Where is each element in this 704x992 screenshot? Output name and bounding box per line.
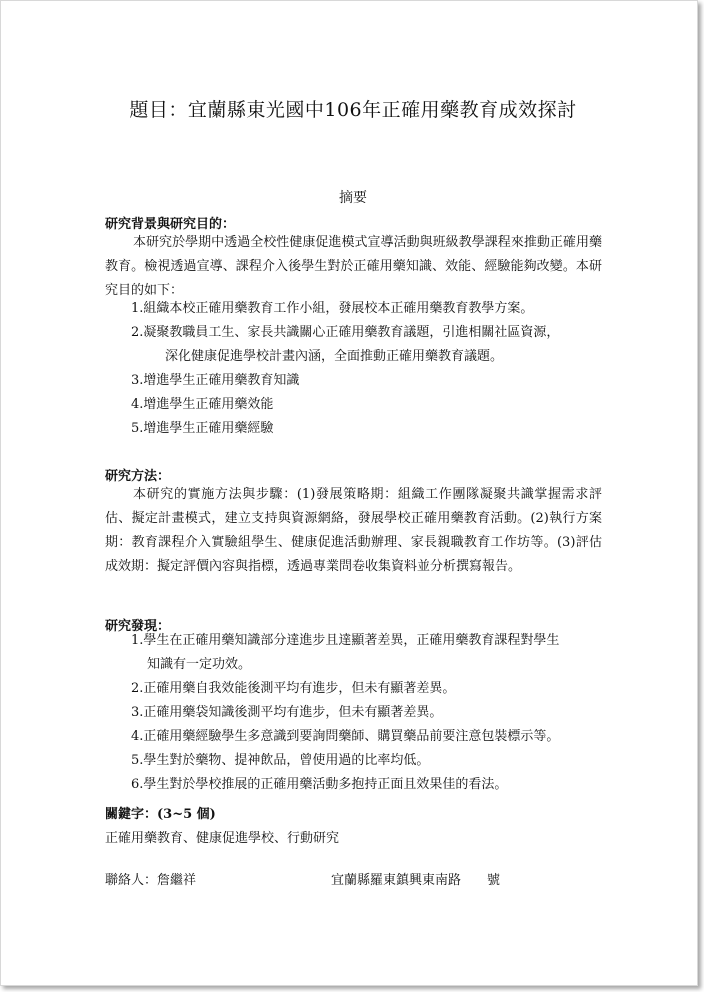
list-item: 2.正確用藥自我效能後測平均有進步，但未有顯著差異。 <box>131 681 456 696</box>
list-item: 5.學生對於藥物、提神飲品，曾使用過的比率均低。 <box>131 753 430 768</box>
methods-heading: 研究方法： <box>105 469 171 484</box>
keywords-text: 正確用藥教育、健康促進學校、行動研究 <box>105 831 340 846</box>
methods-paragraph: 本研究的實施方法與步驟：(1)發展策略期：組織工作團隊凝聚共識掌握需求評估、擬定計畫模式，建立支持與資源網絡，發展學校正確用藥教育活動。(2)執行方案期：教育課程介入實驗組學生、健康促進活動辦理、家長親職教育工作坊等。(3)評估成效期：擬定評價內容與指標，透過專業問卷收集資料並分析撰寫報告。 <box>105 487 602 574</box>
list-item: 3.增進學生正確用藥教育知識 <box>131 373 300 388</box>
list-item: 3.正確用藥袋知識後測平均有進步，但未有顯著差異。 <box>131 705 443 720</box>
list-item: 1.學生在正確用藥知識部分達進步且達顯著差異，正確用藥教育課程對學生 <box>131 633 560 648</box>
list-item-continuation-text: 知識有一定功效。 <box>147 657 252 672</box>
abstract-heading: 摘要 <box>339 190 367 206</box>
list-item: 1.組織本校正確用藥教育工作小組，發展校本正確用藥教育教學方案。 <box>131 301 534 316</box>
contact-address: 宜蘭縣羅東鎮興東南路 號 <box>331 873 501 888</box>
list-item: 4.正確用藥經驗學生多意識到要詢問藥師、購買藥品前要注意包裝標示等。 <box>131 729 560 744</box>
contact-person: 聯絡人：詹繼祥 <box>105 873 197 888</box>
objectives-list <box>131 297 611 441</box>
list-item-continuation <box>131 653 611 677</box>
list-item: 4.增進學生正確用藥效能 <box>131 397 274 412</box>
list-item: 6.學生對於學校推展的正確用藥活動多抱持正面且效果佳的看法。 <box>131 777 508 792</box>
findings-heading: 研究發現： <box>105 619 171 634</box>
list-item: 5.增進學生正確用藥經驗 <box>131 421 274 436</box>
list-item-continuation <box>131 345 611 369</box>
document-title: 題目：宜蘭縣東光國中106年正確用藥教育成效探討 <box>129 99 577 121</box>
list-item: 2.凝聚教職員工生、家長共識關心正確用藥教育議題，引進相關社區資源， <box>131 325 560 340</box>
keywords-heading: 關鍵字：(3~5 個) <box>105 807 216 822</box>
list-item-continuation-text: 深化健康促進學校計畫內涵，全面推動正確用藥教育議題。 <box>165 349 504 364</box>
background-heading: 研究背景與研究目的： <box>105 217 236 232</box>
background-paragraph: 本研究於學期中透過全校性健康促進模式宣導活動與班級教學課程來推動正確用藥教育。檢視透過宣導、課程介入後學生對於正確用藥知識、效能、經驗能夠改變。本研究目的如下： <box>105 235 602 298</box>
findings-list <box>131 629 611 797</box>
